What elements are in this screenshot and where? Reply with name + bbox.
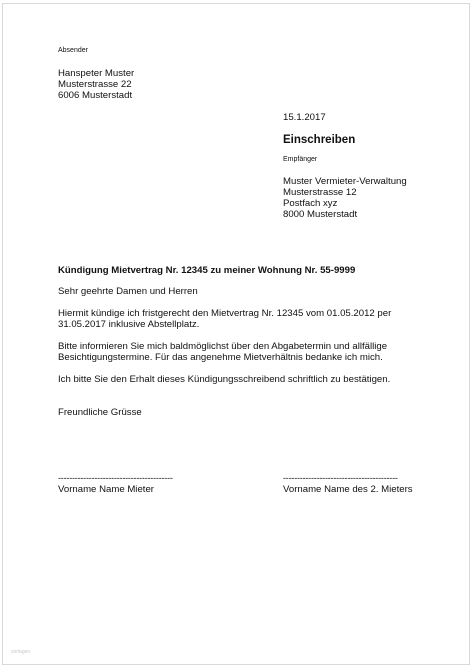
signature-line-left: ----------------------------------------- bbox=[58, 473, 173, 483]
paragraph-3: Ich bitte Sie den Erhalt dieses Kündigungsschreibend schriftlich zu bestätigen. bbox=[58, 374, 391, 385]
signature-label-left: Vorname Name Mieter bbox=[58, 484, 154, 495]
signature-line-right: ----------------------------------------- bbox=[283, 473, 398, 483]
recipient-city: 8000 Musterstadt bbox=[283, 209, 358, 220]
sender-name: Hanspeter Muster bbox=[58, 68, 135, 79]
closing: Freundliche Grüsse bbox=[58, 407, 142, 418]
letter-page bbox=[2, 3, 470, 665]
recipient-label: Empfänger bbox=[283, 156, 318, 163]
paragraph-2-line-1: Bitte informieren Sie mich baldmöglichst über den Abgabetermin und allfällige bbox=[58, 341, 388, 352]
sender-city: 6006 Musterstadt bbox=[58, 90, 133, 101]
watermark: vorlagen bbox=[11, 649, 31, 655]
salutation: Sehr geehrte Damen und Herren bbox=[58, 286, 198, 297]
sender-label: Absender bbox=[58, 47, 88, 54]
paragraph-1-line-2: 31.05.2017 inklusive Abstellplatz. bbox=[58, 319, 200, 330]
delivery-type: Einschreiben bbox=[283, 134, 356, 146]
letter-date: 15.1.2017 bbox=[283, 112, 326, 123]
sender-street: Musterstrasse 22 bbox=[58, 79, 132, 90]
recipient-pobox: Postfach xyz bbox=[283, 198, 338, 209]
recipient-name: Muster Vermieter-Verwaltung bbox=[283, 176, 407, 187]
signature-label-right: Vorname Name des 2. Mieters bbox=[283, 484, 413, 495]
paragraph-2-line-2: Besichtigungstermine. Für das angenehme Mietverhältnis bedanke ich mich. bbox=[58, 352, 383, 363]
letter-subject: Kündigung Mietvertrag Nr. 12345 zu meiner Wohnung Nr. 55-9999 bbox=[58, 265, 356, 276]
recipient-street: Musterstrasse 12 bbox=[283, 187, 357, 198]
paragraph-1-line-1: Hiermit kündige ich fristgerecht den Mietvertrag Nr. 12345 vom 01.05.2012 per bbox=[58, 308, 392, 319]
